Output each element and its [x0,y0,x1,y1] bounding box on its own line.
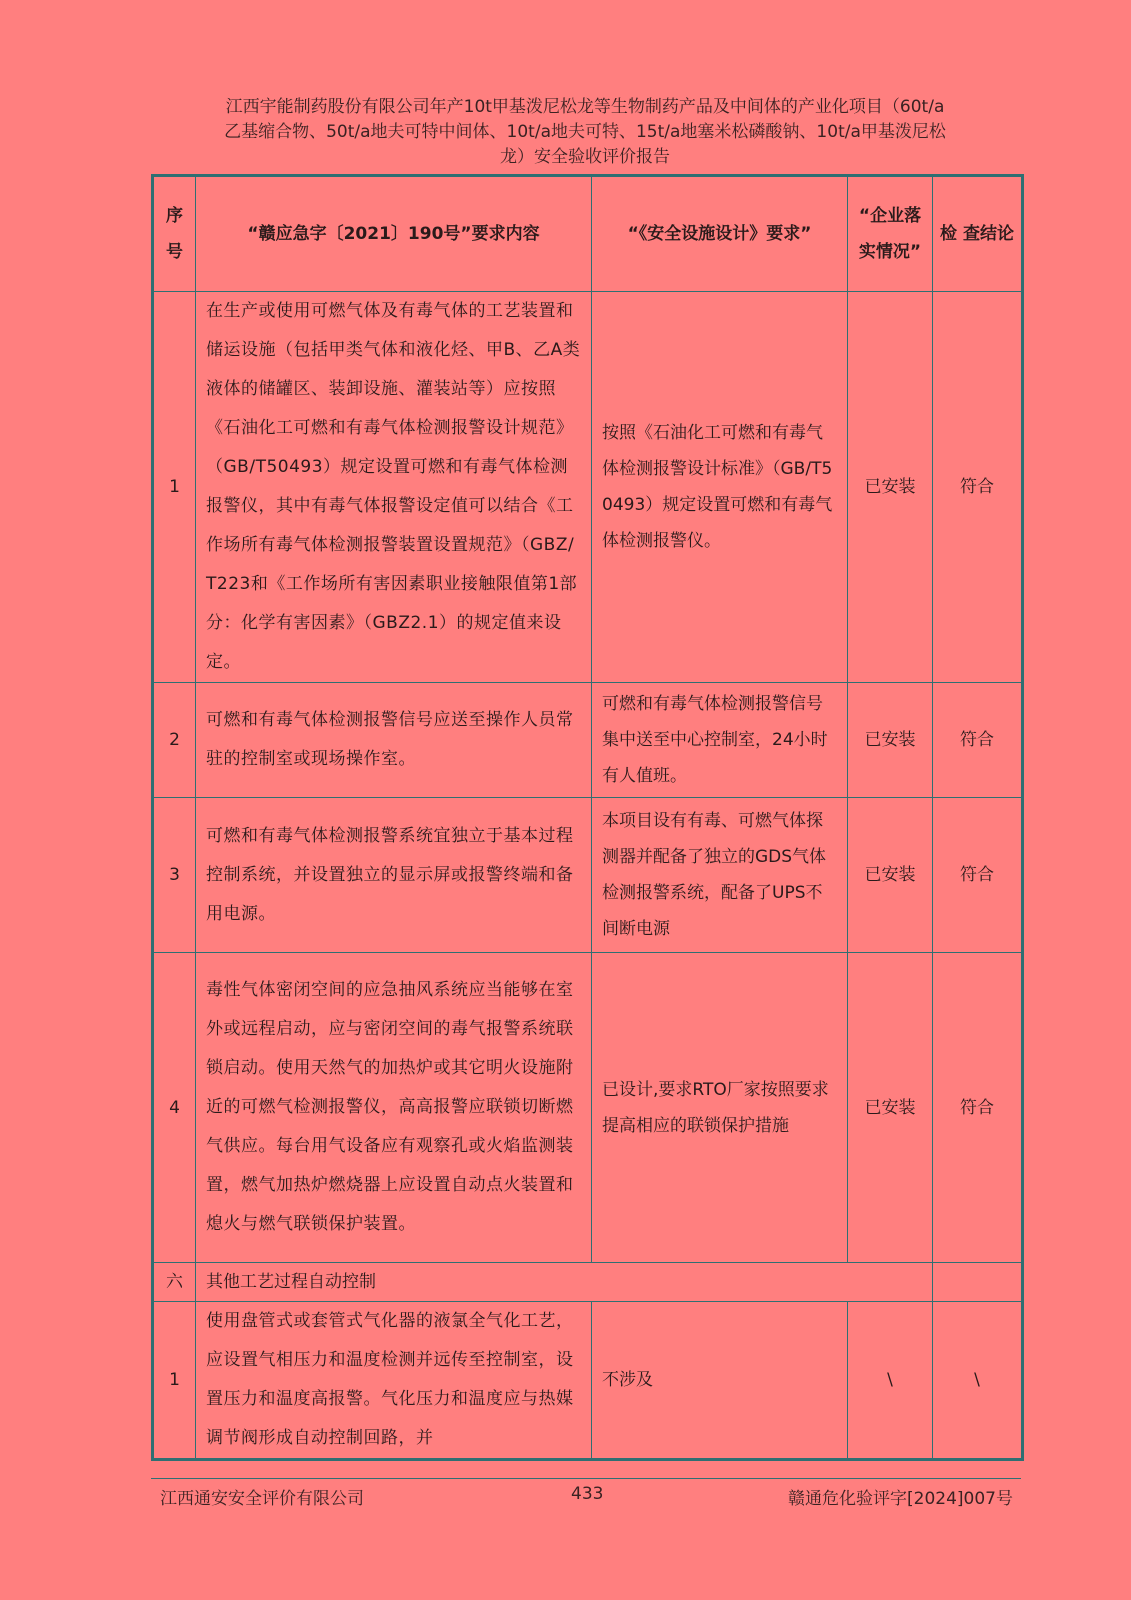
row-seq: 2 [153,683,196,798]
row-requirement: 在生产或使用可燃气体及有毒气体的工艺装置和储运设施（包括甲类气体和液化烃、甲B、乙A类液体的储罐区、装卸设施、灌装站等）应按照《石油化工可燃和有毒气体检测报警设计规范》（GB/T50493）规定设置可燃和有毒气体检测报警仪，其中有毒气体报警设定值可以结合《工作场所有毒气体检测报警装置设置规范》（GBZ/T223和《工作场所有害因素职业接触限值第1部分：化学有害因素》（GBZ2.1）的规定值来设定。 [196,292,592,683]
table-header-row [153,176,1023,292]
table-row [153,683,1023,798]
row-conclusion: 符合 [933,953,1023,1263]
row-implementation: 已安装 [848,953,933,1263]
row-implementation: 已安装 [848,798,933,953]
row-conclusion: 符合 [933,683,1023,798]
row-design: 不涉及 [592,1302,848,1460]
header-line-3: 龙）安全验收评价报告 [500,147,670,167]
table-row [153,798,1023,953]
row-requirement: 可燃和有毒气体检测报警信号应送至操作人员常驻的控制室或现场操作室。 [196,683,592,798]
row-design: 本项目设有有毒、可燃气体探测器并配备了独立的GDS气体检测报警系统，配备了UPS不间断电源 [592,798,848,953]
row-implementation: 已安装 [848,683,933,798]
table-row [153,1302,1023,1460]
footer-doc-number: 赣通危化验评字[2024]007号 [788,1489,1013,1509]
row-seq: 3 [153,798,196,953]
requirements-table [151,174,1024,1461]
header-implementation: “企业落实情况” [848,176,933,292]
header-requirement: “赣应急字〔2021〕190号”要求内容 [196,176,592,292]
footer-company: 江西通安安全评价有限公司 [160,1489,364,1509]
footer-page-number: 433 [571,1484,604,1504]
header-conclusion: 检 查结论 [933,176,1023,292]
row-design: 可燃和有毒气体检测报警信号集中送至中心控制室，24小时有人值班。 [592,683,848,798]
row-conclusion: 符合 [933,798,1023,953]
row-implementation: 已安装 [848,292,933,683]
row-design: 已设计,要求RTO厂家按照要求提高相应的联锁保护措施 [592,953,848,1263]
row-seq: 1 [153,292,196,683]
header-design: “《安全设施设计》要求” [592,176,848,292]
section-seq: 六 [153,1263,196,1302]
header-line-2: 乙基缩合物、50t/a地夫可特中间体、10t/a地夫可特、15t/a地塞米松磷酸钠、10t/a甲基泼尼松 [224,122,946,142]
row-seq: 4 [153,953,196,1263]
footer-divider [151,1478,1021,1479]
row-implementation: \ [848,1302,933,1460]
header-line-1: 江西宇能制药股份有限公司年产10t甲基泼尼松龙等生物制药产品及中间体的产业化项目（60t/a [225,97,945,117]
table-row [153,953,1023,1263]
section-empty-cell [933,1263,1023,1302]
row-seq: 1 [153,1302,196,1460]
section-title: 其他工艺过程自动控制 [196,1263,933,1302]
row-requirement: 毒性气体密闭空间的应急抽风系统应当能够在室外或远程启动，应与密闭空间的毒气报警系统联锁启动。使用天然气的加热炉或其它明火设施附近的可燃气检测报警仪，高高报警应联锁切断燃气供应。每台用气设备应有观察孔或火焰监测装置，燃气加热炉燃烧器上应设置自动点火装置和熄火与燃气联锁保护装置。 [196,953,592,1263]
section-row [153,1263,1023,1302]
table-row [153,292,1023,683]
row-design: 按照《石油化工可燃和有毒气体检测报警设计标准》（GB/T50493）规定设置可燃和有毒气体检测报警仪。 [592,292,848,683]
row-requirement: 可燃和有毒气体检测报警系统宜独立于基本过程控制系统，并设置独立的显示屏或报警终端和备用电源。 [196,798,592,953]
row-conclusion: \ [933,1302,1023,1460]
row-requirement: 使用盘管式或套管式气化器的液氯全气化工艺，应设置气相压力和温度检测并远传至控制室，设置压力和温度高报警。气化压力和温度应与热媒调节阀形成自动控制回路，并 [196,1302,592,1460]
header-seq: 序号 [153,176,196,292]
row-conclusion: 符合 [933,292,1023,683]
document-header [155,95,1015,170]
